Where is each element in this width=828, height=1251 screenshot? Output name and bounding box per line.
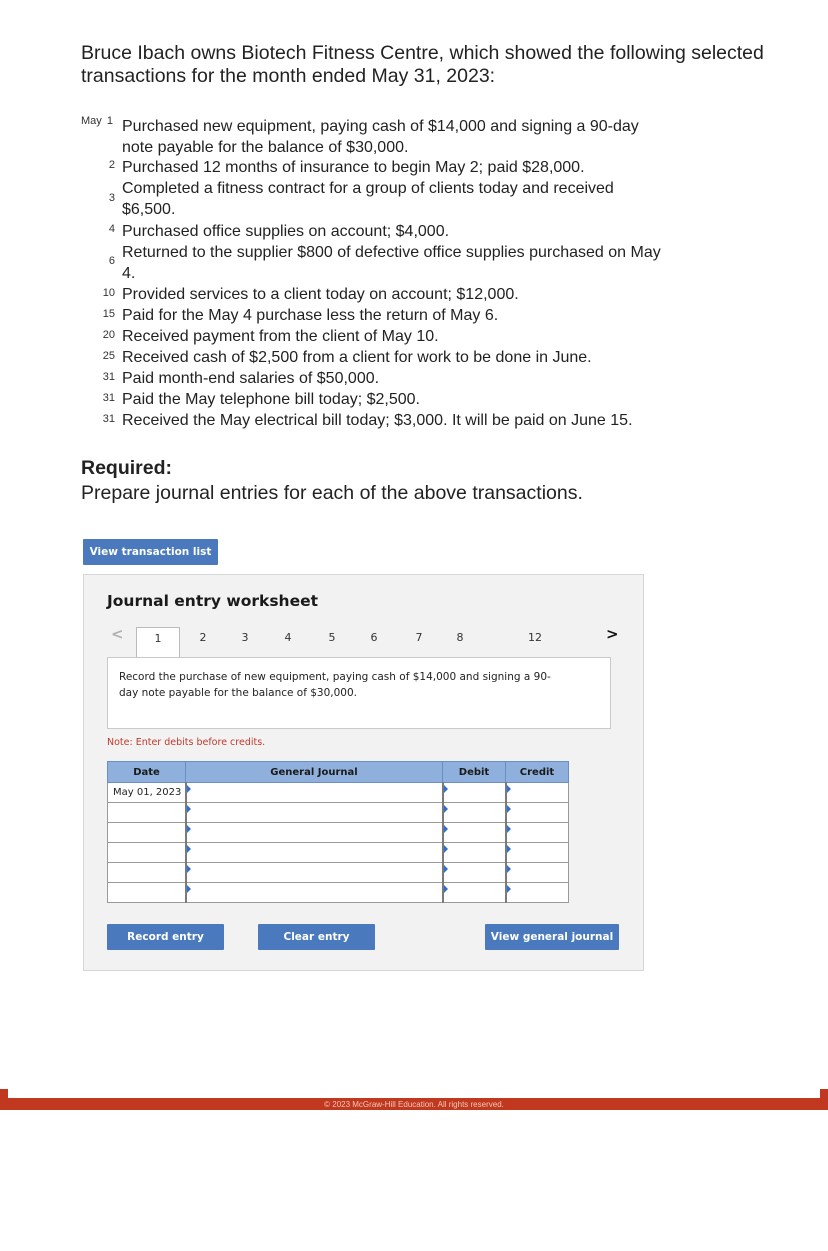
- table-row: [108, 863, 569, 883]
- debit-input[interactable]: [443, 783, 506, 803]
- chevron-right-icon[interactable]: >: [606, 625, 619, 643]
- credit-input[interactable]: [506, 823, 569, 843]
- transaction-text: Returned to the supplier $800 of defective office supplies purchased on May 4.: [122, 244, 661, 282]
- transaction-text: Purchased new equipment, paying cash of $14,000 and signing a 90-day note payable for the balance of $30,000.: [122, 118, 639, 156]
- tab-1[interactable]: 1: [136, 627, 180, 659]
- date-cell: May 01, 2023: [108, 783, 186, 803]
- table-row: [108, 843, 569, 863]
- record-entry-button[interactable]: Record entry: [107, 924, 224, 950]
- required-heading: Required:: [81, 457, 173, 479]
- table-row: [108, 823, 569, 843]
- account-input[interactable]: [186, 823, 443, 843]
- date-cell: [108, 803, 186, 823]
- credit-input[interactable]: [506, 883, 569, 903]
- transaction-day: 1: [106, 115, 113, 127]
- transaction-description: Record the purchase of new equipment, paying cash of $14,000 and signing a 90-day note payable for the balance of $30,000.: [119, 671, 551, 699]
- tab-4[interactable]: 4: [284, 631, 292, 644]
- chevron-left-icon[interactable]: <: [111, 625, 124, 643]
- transaction-text: Purchased 12 months of insurance to begin May 2; paid $28,000.: [122, 159, 585, 176]
- account-input[interactable]: [186, 843, 443, 863]
- transaction-day: 4: [108, 223, 115, 235]
- transaction-text: Received the May electrical bill today; $3,000. It will be paid on June 15.: [122, 412, 633, 429]
- transaction-day: 31: [102, 392, 115, 404]
- credit-column-header: Credit: [506, 762, 569, 783]
- transaction-text: Received payment from the client of May 10.: [122, 328, 439, 345]
- transaction-day: 31: [102, 413, 115, 425]
- transaction-day: 20: [102, 329, 115, 341]
- account-input[interactable]: [186, 863, 443, 883]
- transaction-day: 10: [102, 287, 115, 299]
- clear-entry-button[interactable]: Clear entry: [258, 924, 375, 950]
- problem-intro: Bruce Ibach owns Biotech Fitness Centre, which showed the following selected transactions for the month ended May 31, 2023:: [81, 42, 764, 87]
- footer-inner: [8, 1089, 820, 1098]
- transaction-text: Purchased office supplies on account; $4,000.: [122, 223, 450, 240]
- transaction-day: 31: [102, 371, 115, 383]
- debit-input[interactable]: [443, 843, 506, 863]
- tab-2[interactable]: 2: [199, 631, 207, 644]
- debit-input[interactable]: [443, 823, 506, 843]
- general-journal-column-header: General Journal: [186, 762, 443, 783]
- credit-input[interactable]: [506, 863, 569, 883]
- transaction-day: 15: [102, 308, 115, 320]
- debit-column-header: Debit: [443, 762, 506, 783]
- transaction-text: Received cash of $2,500 from a client for work to be done in June.: [122, 349, 592, 366]
- entry-note: Note: Enter debits before credits.: [107, 737, 266, 748]
- transaction-text: Completed a fitness contract for a group of clients today and received $6,500.: [122, 180, 614, 218]
- worksheet-title: Journal entry worksheet: [107, 592, 319, 610]
- account-input[interactable]: [186, 783, 443, 803]
- copyright-text: © 2023 McGraw-Hill Education. All rights reserved.: [324, 1100, 504, 1109]
- tab-7[interactable]: 7: [415, 631, 423, 644]
- tab-12[interactable]: 12: [528, 631, 542, 644]
- credit-input[interactable]: [506, 843, 569, 863]
- journal-table: [107, 761, 569, 903]
- credit-input[interactable]: [506, 783, 569, 803]
- table-row: [108, 883, 569, 903]
- date-cell: [108, 843, 186, 863]
- required-text: Prepare journal entries for each of the above transactions.: [81, 482, 583, 504]
- table-row: [108, 803, 569, 823]
- debit-input[interactable]: [443, 803, 506, 823]
- account-input[interactable]: [186, 803, 443, 823]
- debit-input[interactable]: [443, 863, 506, 883]
- date-cell: [108, 823, 186, 843]
- transaction-text: Provided services to a client today on account; $12,000.: [122, 286, 519, 303]
- date-column-header: Date: [108, 762, 186, 783]
- view-transaction-list-button[interactable]: View transaction list: [83, 539, 218, 565]
- transaction-text: Paid for the May 4 purchase less the return of May 6.: [122, 307, 499, 324]
- transaction-day: 6: [108, 255, 115, 267]
- transaction-text: Paid month-end salaries of $50,000.: [122, 370, 380, 387]
- table-header-row: [108, 762, 569, 783]
- date-cell: [108, 863, 186, 883]
- transaction-day: 2: [108, 159, 115, 171]
- date-cell: [108, 883, 186, 903]
- tab-3[interactable]: 3: [241, 631, 249, 644]
- account-input[interactable]: [186, 883, 443, 903]
- view-general-journal-button[interactable]: View general journal: [485, 924, 619, 950]
- transaction-text: Paid the May telephone bill today; $2,500.: [122, 391, 420, 408]
- table-row: [108, 783, 569, 803]
- credit-input[interactable]: [506, 803, 569, 823]
- tab-5[interactable]: 5: [328, 631, 336, 644]
- debit-input[interactable]: [443, 883, 506, 903]
- transaction-month: May: [81, 115, 102, 127]
- tab-6[interactable]: 6: [370, 631, 378, 644]
- tab-8[interactable]: 8: [456, 631, 464, 644]
- transaction-day: 3: [108, 192, 115, 204]
- transaction-day: 25: [102, 350, 115, 362]
